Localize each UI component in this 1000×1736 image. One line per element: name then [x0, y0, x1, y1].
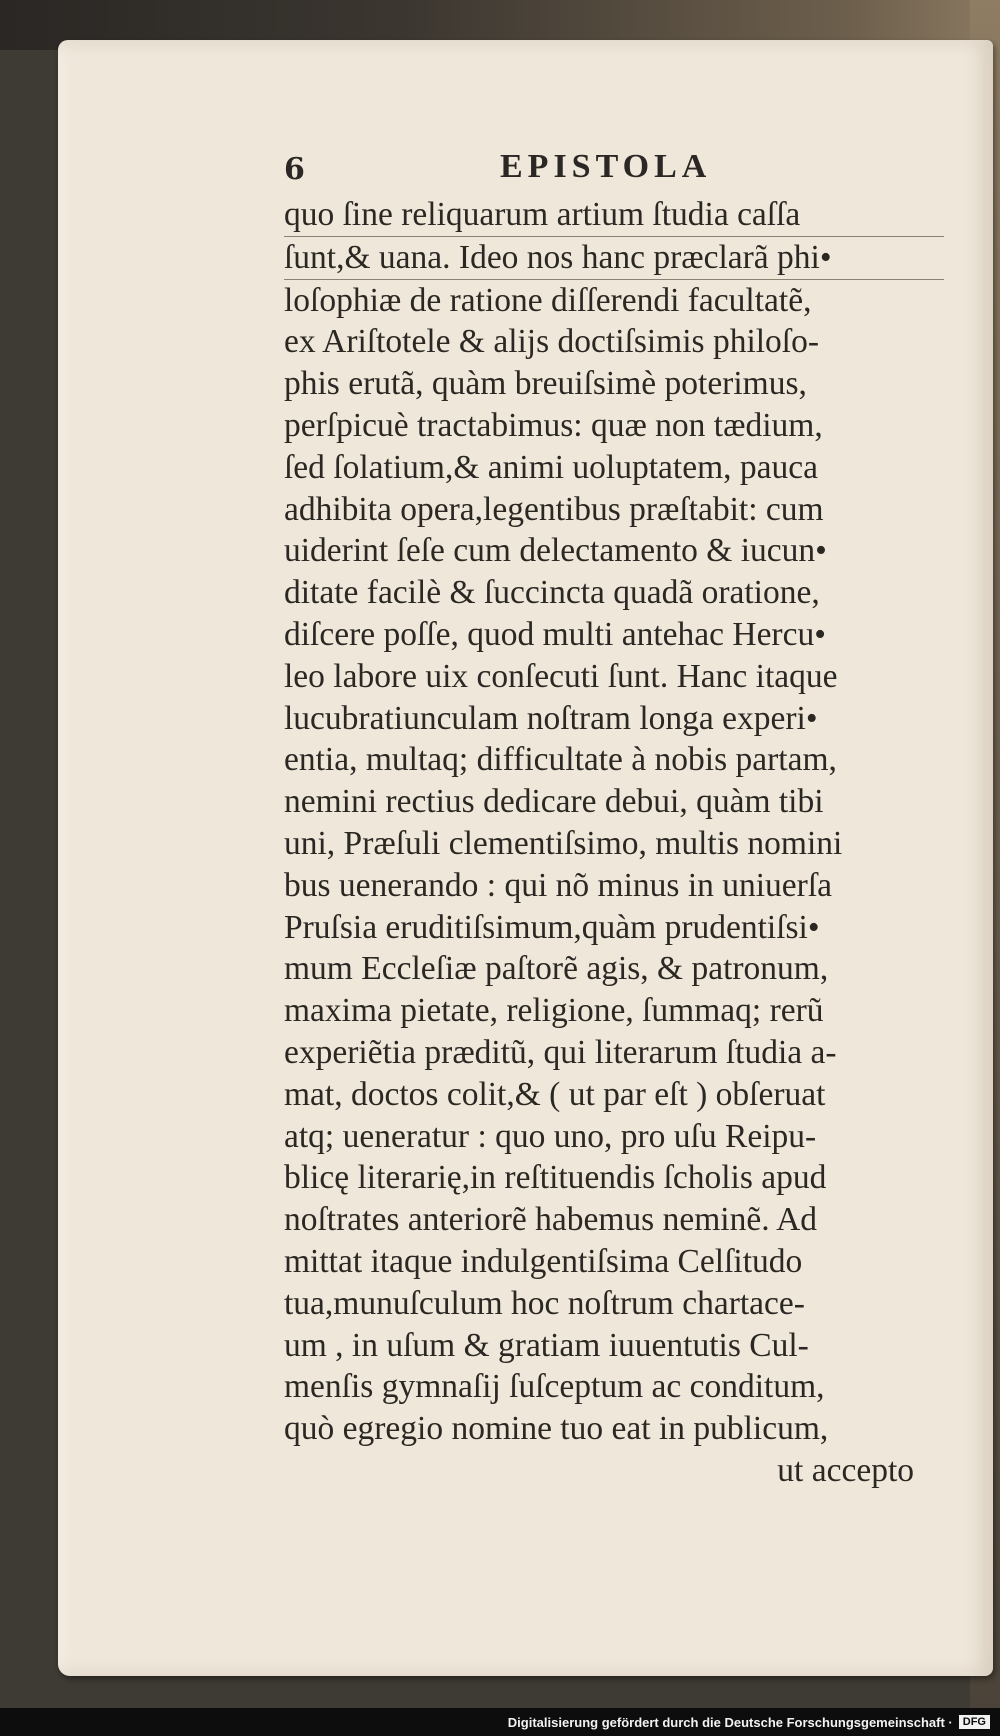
- text-line: entia, multaq; difficultate à nobis partam,: [284, 741, 837, 779]
- text-line: Pruſsia eruditiſsimum,quàm prudentiſsi•: [284, 908, 820, 946]
- text-line: um , in uſum & gratiam iuuentutis Cul-: [284, 1326, 809, 1364]
- running-head: EPISTOLA: [500, 148, 712, 185]
- digitization-footer: [0, 1708, 1000, 1736]
- text-line: quo ſine reliquarum artium ſtudia caſſa: [284, 194, 944, 237]
- text-line: loſophiæ de ratione diſſerendi facultatẽ,: [284, 281, 812, 319]
- text-lines: [284, 194, 944, 1450]
- text-line: phis erutã, quàm breuiſsimè poterimus,: [284, 365, 807, 403]
- text-line: blicę literarię,in reſtituendis ſcholis apud: [284, 1159, 827, 1197]
- page-header: [284, 148, 944, 194]
- text-line: nemini rectius dedicare debui, quàm tibi: [284, 783, 824, 821]
- text-line: ditate facilè & ſuccincta quadã oratione,: [284, 574, 820, 612]
- text-line: mat, doctos colit,& ( ut par eſt ) obſeruat: [284, 1075, 826, 1113]
- text-line: bus uenerando : qui nõ minus in uniuerſa: [284, 866, 833, 904]
- text-line: noſtrates anteriorẽ habemus neminẽ. Ad: [284, 1201, 818, 1239]
- text-line: ſed ſolatium,& animi uoluptatem, pauca: [284, 448, 819, 486]
- footer-credit: Digitalisierung gefördert durch die Deutsche Forschungsgemeinschaft ·: [507, 1714, 953, 1730]
- text-line: lucubratiunculam noſtram longa experi•: [284, 699, 818, 737]
- page-text-block: [284, 148, 944, 1492]
- text-line: tua,munuſculum hoc noſtrum chartace-: [284, 1284, 805, 1322]
- text-line: atq; ueneratur : quo uno, pro uſu Reipu-: [284, 1117, 817, 1155]
- text-line: ex Ariſtotele & alijs doctiſsimis philoſo-: [284, 323, 820, 361]
- text-line: mum Eccleſiæ paſtorẽ agis, & patronum,: [284, 950, 829, 988]
- text-line: ſunt,& uana. Ideo nos hanc præclarã phi•: [284, 237, 944, 280]
- text-line: maxima pietate, religione, ſummaq; rerũ: [284, 992, 824, 1030]
- text-line: perſpicuè tractabimus: quæ non tædium,: [284, 406, 823, 444]
- text-line: diſcere poſſe, quod multi antehac Hercu•: [284, 615, 826, 653]
- text-line: experiẽtia præditũ, qui literarum ſtudia a-: [284, 1033, 837, 1071]
- text-line: adhibita opera,legentibus præſtabit: cum: [284, 490, 824, 528]
- catchword: ut accepto: [777, 1451, 914, 1489]
- text-line: mittat itaque indulgentiſsima Celſitudo: [284, 1242, 803, 1280]
- page-number: 6: [284, 152, 305, 187]
- text-line: uiderint ſeſe cum delectamento & iucun•: [284, 532, 827, 570]
- text-line: menſis gymnaſij ſuſceptum ac conditum,: [284, 1368, 825, 1406]
- text-line: uni, Præſuli clementiſsimo, multis nomini: [284, 824, 843, 862]
- text-line: leo labore uix conſecuti ſunt. Hanc itaque: [284, 657, 838, 695]
- text-line: quò egregio nomine tuo eat in publicum,: [284, 1410, 829, 1448]
- dfg-logo: DFG: [959, 1715, 990, 1729]
